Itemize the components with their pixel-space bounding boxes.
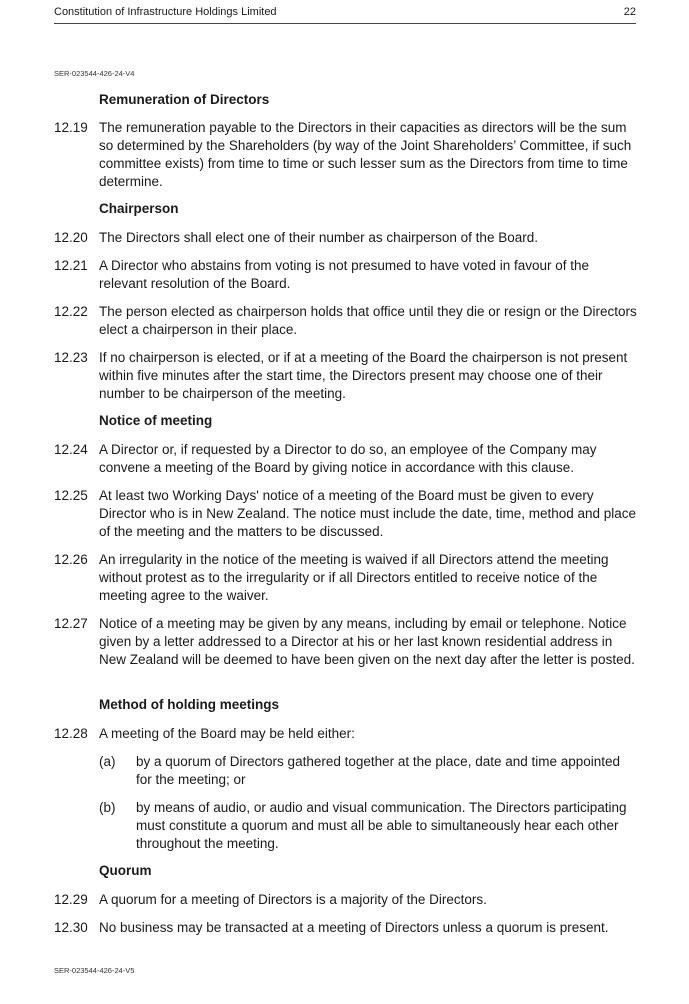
subclause-number: (a) [99,754,116,769]
clause-number: 12.30 [54,920,88,935]
clause-12-25 [54,487,644,541]
heading-quorum: Quorum [99,863,152,878]
subclause-a [99,753,639,789]
clause-12-21 [54,257,644,293]
subclause-number: (b) [99,800,116,815]
document-reference-bottom: SER-023544-426-24-V5 [54,966,135,975]
document-reference-top: SER-023544-426-24-V4 [54,69,135,78]
page-number: 22 [623,6,636,18]
subclause-text: by means of audio, or audio and visual communication. The Directors participating must constitute a quorum and must all be able to simultaneously hear each other throughout the meeting. [136,800,627,852]
heading-remuneration: Remuneration of Directors [99,92,270,107]
clause-12-30 [54,919,644,937]
clause-text: The Directors shall elect one of their number as chairperson of the Board. [99,230,538,245]
clause-number: 12.27 [54,616,88,631]
heading-chairperson: Chairperson [99,201,179,216]
clause-text: An irregularity in the notice of the meeting is waived if all Directors attend the meeting without protest as to the irregularity or if all Directors entitled to receive notice of the meeting agree to the waiver. [99,552,609,604]
clause-text: At least two Working Days' notice of a meeting of the Board must be given to every Director who is in New Zealand. The notice must include the date, time, method and place of the meeting and the matters to be discussed. [99,488,637,540]
clause-number: 12.29 [54,892,88,907]
clause-number: 12.25 [54,488,88,503]
subclause-text: by a quorum of Directors gathered together at the place, date and time appointed for the meeting; or [136,754,621,788]
clause-12-22 [54,303,644,339]
clause-12-23 [54,349,644,403]
heading-notice-of-meeting: Notice of meeting [99,413,213,428]
clause-number: 12.24 [54,442,88,457]
clause-text: If no chairperson is elected, or if at a meeting of the Board the chairperson is not present within five minutes after the start time, the Directors present may choose one of their number to be chairperson of the meeting. [99,350,628,402]
clause-12-28 [54,725,644,743]
clause-text: The remuneration payable to the Directors in their capacities as directors will be the sum so determined by the Shareholders (by way of the Joint Shareholders’ Committee, if such committee exists) from time to time or such lesser sum as the Directors from time to time determine. [99,120,632,190]
subclause-b [99,799,639,853]
clause-text: A Director or, if requested by a Director to do so, an employee of the Company may convene a meeting of the Board by giving notice in accordance with this clause. [99,442,597,476]
clause-text: A quorum for a meeting of Directors is a majority of the Directors. [99,892,487,907]
document-title: Constitution of Infrastructure Holdings Limited [54,6,277,18]
clause-number: 12.26 [54,552,88,567]
clause-number: 12.20 [54,230,88,245]
clause-12-20 [54,229,644,247]
clause-text: No business may be transacted at a meeting of Directors unless a quorum is present. [99,920,609,935]
clause-number: 12.21 [54,258,88,273]
clause-number: 12.19 [54,120,88,135]
clause-text: A meeting of the Board may be held either: [99,726,355,741]
clause-12-27 [54,615,644,669]
heading-method-of-holding-meetings: Method of holding meetings [99,697,279,712]
page-header [54,5,636,24]
clause-12-24 [54,441,644,477]
clause-text: A Director who abstains from voting is not presumed to have voted in favour of the relevant resolution of the Board. [99,258,590,292]
clause-12-19 [54,119,644,191]
clause-number: 12.23 [54,350,88,365]
clause-number: 12.28 [54,726,88,741]
clause-number: 12.22 [54,304,88,319]
clause-text: The person elected as chairperson holds that office until they die or resign or the Directors elect a chairperson in their place. [99,304,637,338]
clause-12-26 [54,551,644,605]
clause-text: Notice of a meeting may be given by any means, including by email or telephone. Notice given by a letter addressed to a Director at his or her last known residential address in New Zealand will be deemed to have been given on the next day after the letter is posted. [99,616,635,668]
clause-12-29 [54,891,644,909]
